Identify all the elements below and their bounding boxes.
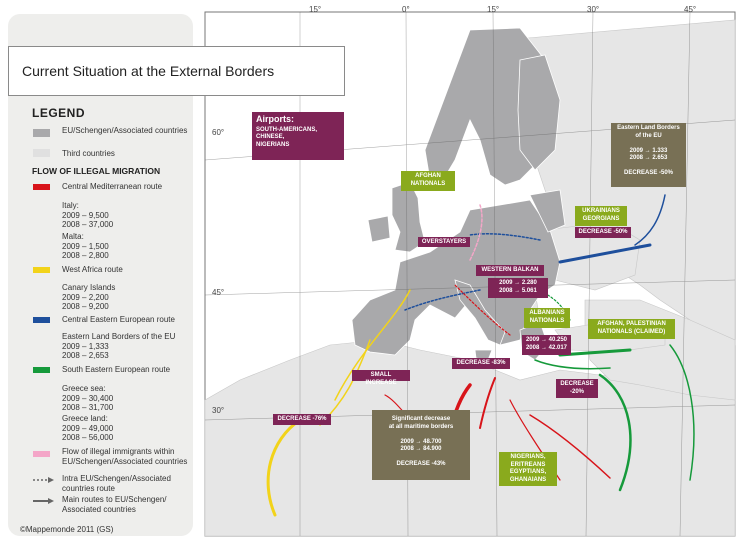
- intra-eu-label: Intra EU/Schengen/Associated countries route: [62, 474, 171, 493]
- decrease-50-label: DECREASE -50%: [575, 227, 631, 238]
- legend-heading: LEGEND: [32, 106, 86, 120]
- intra-eu-swatch: [33, 476, 55, 484]
- decrease-76-label: DECREASE -76%: [273, 414, 331, 425]
- central-med-label: Central Mediterranean route: [62, 182, 163, 191]
- lon-tick-45e: 45°: [684, 5, 697, 14]
- main-routes-label: Main routes to EU/Schengen/ Associated countries: [62, 495, 167, 514]
- central-eastern-data: Eastern Land Borders of the EU 2009 – 1,333 2008 – 2,653: [62, 332, 176, 360]
- central-med-malta: Malta: 2009 – 1,500 2008 – 2,800: [62, 232, 109, 260]
- south-eastern-sea: Greece sea: 2009 – 30,400 2008 – 31,700: [62, 384, 114, 412]
- airports-box: [252, 112, 344, 160]
- central-med-italy: Italy: 2009 – 9,500 2008 – 37,000: [62, 201, 114, 229]
- central-eastern-swatch: [33, 317, 50, 323]
- credit: ©Mappemonde 2011 (GS): [20, 525, 114, 534]
- nigerians-label: NIGERIANS, ERITREANS EGYPTIANS, GHANAIANS: [499, 452, 557, 486]
- lat-tick-30: 30°: [212, 406, 225, 415]
- lon-tick-30e: 30°: [587, 5, 600, 14]
- afghan-label: AFGHAN NATIONALS: [401, 171, 455, 191]
- airports-list: SOUTH-AMERICANS, CHINESE, NIGERIANS: [256, 126, 317, 148]
- third-label: Third countries: [62, 149, 115, 158]
- decrease-20-label: DECREASE -20%: [556, 379, 598, 398]
- south-eastern-land: Greece land: 2009 – 49,000 2008 – 56,000: [62, 414, 114, 442]
- flow-heading: FLOW OF ILLEGAL MIGRATION: [32, 166, 161, 176]
- main-routes-swatch: [33, 497, 55, 505]
- lat-tick-45: 45°: [212, 288, 225, 297]
- eastern-borders-box: Eastern Land Borders of the EU 2009 → 1.333 2008 → 2.653 DECREASE -50%: [611, 123, 686, 187]
- albanians-label: ALBANIANS NATIONALS: [524, 308, 570, 328]
- western-balkan-figures: 2009 → 2.280 2008 → 5.061: [488, 278, 548, 298]
- south-eastern-label: South Eastern European route: [62, 365, 171, 374]
- afghan-palestinian-label: AFGHAN, PALESTINIAN NATIONALS (CLAIMED): [588, 319, 675, 339]
- lon-tick-15w: 15°: [309, 5, 322, 14]
- west-africa-swatch: [33, 267, 50, 273]
- central-eastern-label: Central Eastern European route: [62, 315, 175, 324]
- ukrainians-label: UKRAINIANS GEORGIANS: [575, 206, 627, 226]
- small-increase-label: SMALL INCREASE: [352, 370, 410, 381]
- west-africa-canary: Canary Islands 2009 – 2,200 2008 – 9,200: [62, 283, 116, 311]
- lon-tick-0: 0°: [402, 5, 410, 14]
- lon-tick-15e: 15°: [487, 5, 500, 14]
- airports-title: Airports:: [256, 114, 294, 124]
- maritime-borders-box: Significant decrease at all maritime borders 2009 → 48.700 2008 → 84.900 DECREASE -43%: [372, 410, 470, 480]
- eu-swatch: [33, 129, 50, 137]
- eu-label: EU/Schengen/Associated countries: [62, 126, 188, 135]
- west-africa-label: West Africa route: [62, 265, 123, 274]
- overstayers-label: OVERSTAYERS: [418, 237, 470, 247]
- decrease-83-label: DECREASE -83%: [452, 358, 510, 369]
- within-eu-label: Flow of illegal immigrants within EU/Schengen/Associated countries: [62, 447, 188, 466]
- greece-figures: 2009 → 40.250 2008 → 42.017: [522, 335, 571, 355]
- central-med-swatch: [33, 184, 50, 190]
- lat-tick-60: 60°: [212, 128, 225, 137]
- page-title: Current Situation at the External Borders: [22, 63, 275, 79]
- title-box: [8, 46, 345, 96]
- western-balkan-label: WESTERN BALKAN: [476, 265, 544, 276]
- within-eu-swatch: [33, 451, 50, 457]
- south-eastern-swatch: [33, 367, 50, 373]
- third-swatch: [33, 149, 50, 157]
